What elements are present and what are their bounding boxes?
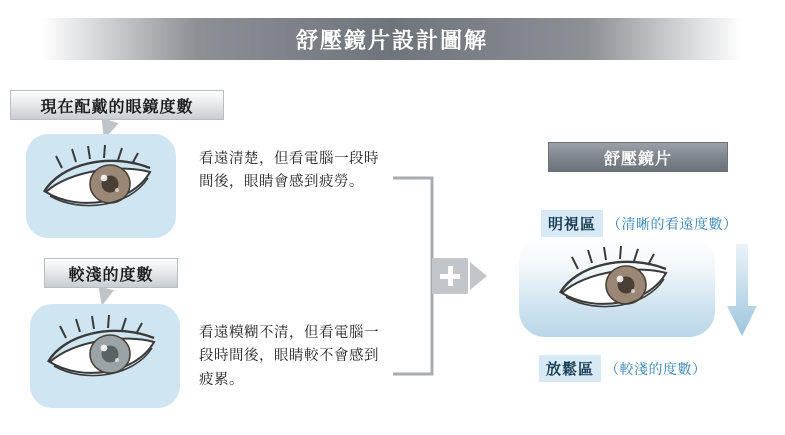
description-lower: 看遠糢糊不清，但看電腦一段時間後，眼睛較不會感到疲累。 xyxy=(199,325,379,388)
zone-clear-tag: 明視區 xyxy=(541,210,603,237)
zone-clear xyxy=(541,210,738,237)
eye-panel-lower xyxy=(30,304,180,408)
page-title: 舒壓鏡片設計圖解 xyxy=(295,27,488,53)
arrow-right-icon xyxy=(470,262,487,290)
arrow-down-icon xyxy=(727,244,757,340)
eye-icon xyxy=(26,134,176,238)
zone-relax-tag: 放鬆區 xyxy=(539,355,601,382)
label-lower-prescription: 較淺的度數 xyxy=(44,258,178,288)
zone-clear-note: （清晰的看遠度數） xyxy=(607,215,738,232)
eye-icon xyxy=(30,304,180,408)
eye-panel-current xyxy=(26,134,176,238)
eye-panel-product xyxy=(519,237,715,337)
title-bar xyxy=(42,18,742,60)
eye-icon xyxy=(519,237,715,337)
description-current: 看遠清楚，但看電腦一段時間後，眼睛會感到疲勞。 xyxy=(199,151,379,191)
plus-icon xyxy=(432,258,468,294)
label-product: 舒壓鏡片 xyxy=(548,142,728,172)
zone-relax xyxy=(539,355,707,382)
zone-relax-note: （較淺的度數） xyxy=(605,360,707,377)
label-current-prescription: 現在配戴的眼鏡度數 xyxy=(10,90,224,120)
